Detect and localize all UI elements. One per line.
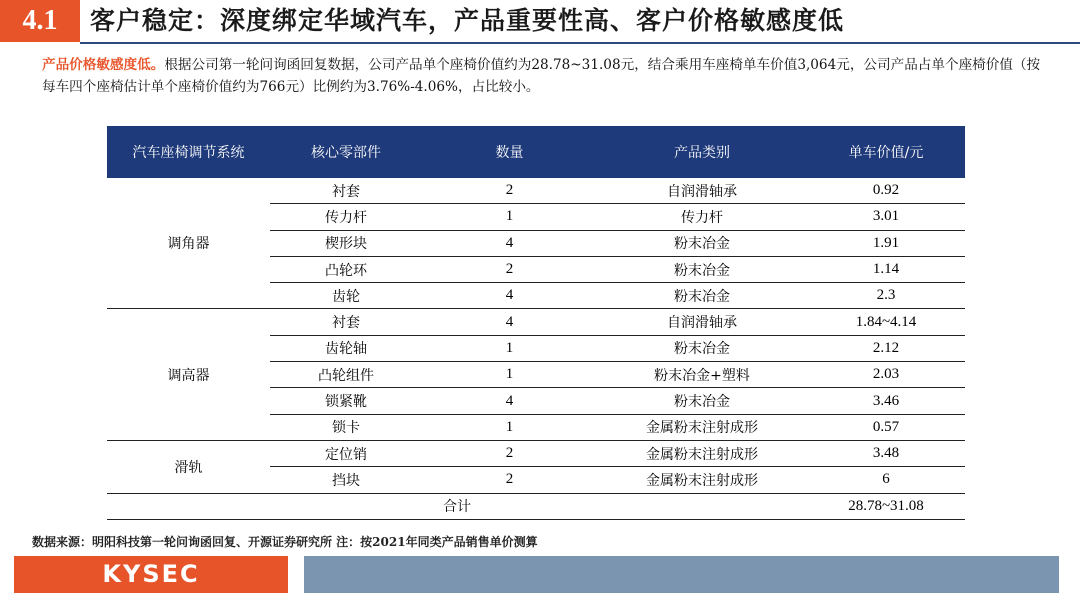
table-row xyxy=(107,178,965,204)
quantity-cell: 2 xyxy=(422,178,597,204)
footer-bar xyxy=(304,556,1059,593)
quantity-cell: 2 xyxy=(422,256,597,282)
component-cell: 定位销 xyxy=(270,440,422,466)
component-cell: 衬套 xyxy=(270,309,422,335)
component-cell: 传力杆 xyxy=(270,204,422,230)
quantity-cell: 1 xyxy=(422,204,597,230)
header-component: 核心零部件 xyxy=(270,126,422,178)
category-cell: 粉末冶金 xyxy=(597,256,807,282)
title-divider xyxy=(80,42,1080,44)
source-note: 数据来源：明阳科技第一轮问询函回复、开源证券研究所 注：按2021年同类产品销售单价测算 xyxy=(32,535,538,549)
category-cell: 粉末冶金+塑料 xyxy=(597,362,807,388)
seat-component-table xyxy=(107,126,965,520)
system-cell: 调角器 xyxy=(107,178,270,309)
category-cell: 传力杆 xyxy=(597,204,807,230)
value-cell: 2.12 xyxy=(807,335,965,361)
section-number: 4.1 xyxy=(0,0,80,42)
quantity-cell: 2 xyxy=(422,467,597,493)
table-header-row xyxy=(107,126,965,178)
page-title: 客户稳定：深度绑定华域汽车，产品重要性高、客户价格敏感度低 xyxy=(90,6,845,35)
component-cell: 锁紧靴 xyxy=(270,388,422,414)
quantity-cell: 4 xyxy=(422,309,597,335)
category-cell: 自润滑轴承 xyxy=(597,178,807,204)
category-cell: 自润滑轴承 xyxy=(597,309,807,335)
quantity-cell: 4 xyxy=(422,283,597,309)
header-category: 产品类别 xyxy=(597,126,807,178)
category-cell: 金属粉末注射成形 xyxy=(597,414,807,440)
category-cell: 粉末冶金 xyxy=(597,388,807,414)
component-cell: 凸轮组件 xyxy=(270,362,422,388)
value-cell: 0.57 xyxy=(807,414,965,440)
value-cell: 3.01 xyxy=(807,204,965,230)
table-row xyxy=(107,440,965,466)
value-cell: 0.92 xyxy=(807,178,965,204)
component-cell: 楔形块 xyxy=(270,230,422,256)
header xyxy=(0,0,1080,46)
system-cell: 调高器 xyxy=(107,309,270,440)
category-cell: 金属粉末注射成形 xyxy=(597,467,807,493)
quantity-cell: 4 xyxy=(422,388,597,414)
quantity-cell: 2 xyxy=(422,440,597,466)
category-cell: 金属粉末注射成形 xyxy=(597,440,807,466)
category-cell: 粉末冶金 xyxy=(597,283,807,309)
component-cell: 齿轮 xyxy=(270,283,422,309)
quantity-cell: 1 xyxy=(422,335,597,361)
total-row xyxy=(107,493,965,519)
header-value: 单车价值/元 xyxy=(807,126,965,178)
system-cell: 滑轨 xyxy=(107,440,270,493)
kysec-logo: KYSEC xyxy=(14,556,288,593)
table-row xyxy=(107,309,965,335)
component-cell: 齿轮轴 xyxy=(270,335,422,361)
quantity-cell: 1 xyxy=(422,362,597,388)
category-cell: 粉末冶金 xyxy=(597,335,807,361)
component-cell: 凸轮环 xyxy=(270,256,422,282)
total-value: 28.78~31.08 xyxy=(807,493,965,519)
quantity-cell: 4 xyxy=(422,230,597,256)
total-label: 合计 xyxy=(107,493,807,519)
header-system: 汽车座椅调节系统 xyxy=(107,126,270,178)
intro-text: 根据公司第一轮问询函回复数据，公司产品单个座椅价值约为28.78~31.08元，结合乘用车座椅单车价值3,064元，公司产品占单个座椅价值（按每车四个座椅估计单个座椅价值约为766元）比例约为3.76%-4.06%，占比较小。 xyxy=(42,57,1041,95)
value-cell: 1.14 xyxy=(807,256,965,282)
category-cell: 粉末冶金 xyxy=(597,230,807,256)
component-cell: 挡块 xyxy=(270,467,422,493)
intro-highlight: 产品价格敏感度低。 xyxy=(42,57,165,73)
value-cell: 3.46 xyxy=(807,388,965,414)
header-quantity: 数量 xyxy=(422,126,597,178)
component-cell: 锁卡 xyxy=(270,414,422,440)
intro-paragraph xyxy=(42,54,1052,98)
value-cell: 2.03 xyxy=(807,362,965,388)
value-cell: 1.84~4.14 xyxy=(807,309,965,335)
value-cell: 6 xyxy=(807,467,965,493)
value-cell: 1.91 xyxy=(807,230,965,256)
quantity-cell: 1 xyxy=(422,414,597,440)
component-cell: 衬套 xyxy=(270,178,422,204)
value-cell: 3.48 xyxy=(807,440,965,466)
value-cell: 2.3 xyxy=(807,283,965,309)
